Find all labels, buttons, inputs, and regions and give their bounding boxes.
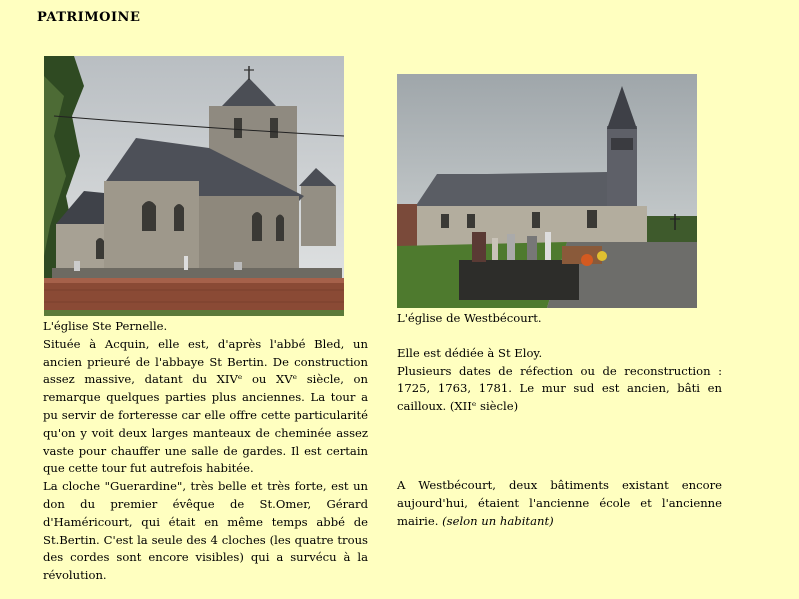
westbecourt-text xyxy=(397,310,722,530)
ste-pernelle-paragraph-2: La cloche "Guerardine", très belle et très forte, est un don du premier évêque de St.Omer, Gérard d'Haméricourt, qui était en même temps abbé de St.Bertin. C'est la seule des 4 cloches (les quatre trous des cordes sont encore visibles) qui a survécu à la révolution. xyxy=(43,479,368,583)
ste-pernelle-text xyxy=(43,318,368,585)
westbecourt-note-paragraph xyxy=(397,477,722,530)
church-ste-pernelle-photo xyxy=(44,56,344,316)
westbecourt-caption: L'église de Westbécourt. xyxy=(397,311,542,325)
westbecourt-note-source: (selon un habitant) xyxy=(442,513,554,528)
westbecourt-history: Plusieurs dates de réfection ou de reconstruction : 1725, 1763, 1781. Le mur sud est ancien, bâti en cailloux. (XIIᵉ siècle) xyxy=(397,363,722,414)
westbecourt-dedication: Elle est dédiée à St Eloy. xyxy=(397,345,543,360)
westbecourt-note: A Westbécourt, deux bâtiments existant encore aujourd'hui, étaient l'ancienne école et l'ancienne mairie. xyxy=(397,477,722,528)
ste-pernelle-paragraph-1: Située à Acquin, elle est, d'après l'abbé Bled, un ancien prieuré de l'abbaye St Bertin. De construction assez massive, datant du XIVᵉ ou XVᵉ siècle, on remarque quelques parties plus anciennes. La tour a pu servir de forteresse car elle offre cette particularité qu'on y voit deux larges manteaux de cheminée assez vaste pour chauffer une salle de gardes. Il est certain que cette tour fut autrefois habitée. xyxy=(43,336,368,476)
page-title: PATRIMOINE xyxy=(37,10,141,25)
church-westbecourt-photo xyxy=(397,74,697,308)
ste-pernelle-caption: L'église Ste Pernelle. xyxy=(43,319,168,333)
